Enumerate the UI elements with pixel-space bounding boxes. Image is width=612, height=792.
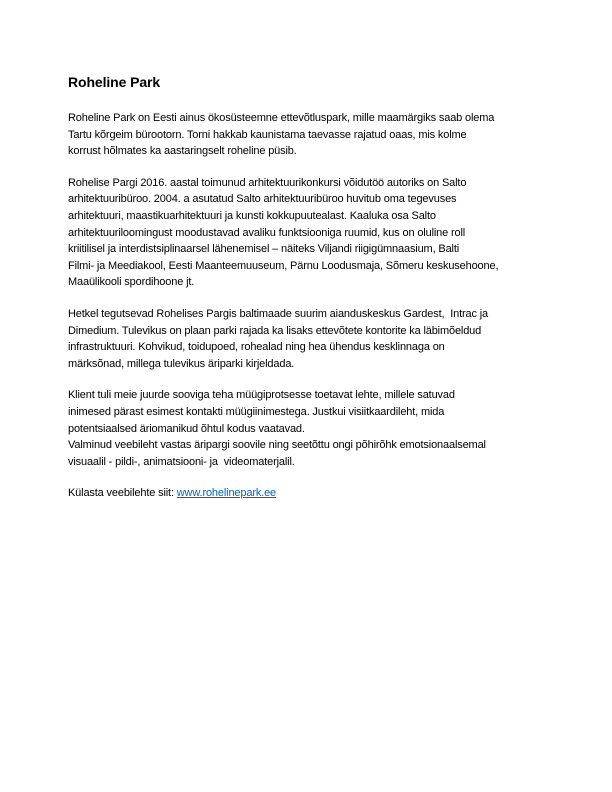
website-link-line (68, 485, 552, 502)
text-line: arhitektuuri, maastikuarhitektuuri ja kunsti kokkupuutealast. Kaaluka osa Salto (68, 209, 436, 222)
website-link[interactable]: www.rohelinepark.ee (176, 487, 277, 500)
text-line: potentsiaalsed äriomanikud õhtul kodus vaatavad. (68, 422, 305, 435)
text-line: Hetkel tegutsevad Rohelises Pargis baltimaade suurim aianduskeskus Gardest, Intrac ja (68, 307, 488, 320)
text-line: visuaalil - pildi-, animatsiooni- ja videomaterjalil. (68, 455, 295, 468)
paragraph-architecture (68, 175, 552, 291)
text-line: märksõnad, millega tulevikus äriparki kirjeldada. (68, 357, 295, 370)
text-line: kriitilisel ja interdistsiplinaarsel lähenemisel – näiteks Viljandi riigigümnaasium, Balti (68, 243, 460, 256)
text-line: arhitektuuribüroo. 2004. a asutatud Salto arhitektuuribüroo huvitub oma tegevuses (68, 193, 457, 206)
text-line: Roheline Park on Eesti ainus ökosüsteemne ettevõtluspark, mille maamärgiks saab olema (68, 112, 495, 124)
paragraph-client-website (68, 387, 552, 470)
text-line: Rohelise Pargi 2016. aastal toimunud arhitektuurikonkursi võidutöö autoriks on Salto (68, 176, 467, 189)
link-prefix: Külasta veebilehte siit: (68, 487, 177, 500)
text-line: inimesed pärast esimest kontakti müügiinimestega. Justkui visiitkaardileht, mida (68, 405, 445, 418)
text-line: Maaülikooli spordihoone jt. (68, 276, 195, 289)
text-line: Valminud veebileht vastas äripargi soovile ning seetõttu ongi põhirõhk emotsionaalsemal (68, 439, 486, 452)
paragraph-current-tenants (68, 306, 552, 372)
text-line: Dimedium. Tulevikus on plaan parki rajada ka lisaks ettevõtete kontorite ka läbimõeldud (68, 324, 482, 337)
text-line: arhitektuuriloomingust moodustavad avaliku funktsiooniga ruumid, kus on oluline roll (68, 226, 466, 239)
text-line: Tartu kõrgeim bürootorn. Torni hakkab kaunistama taevasse rajatud oaas, mis kolme (68, 128, 467, 141)
text-line: infrastruktuuri. Kohvikud, toidupoed, rohealad ning hea ühendus kesklinnaga on (68, 341, 445, 354)
paragraph-intro (68, 110, 552, 160)
document-title: Roheline Park (68, 74, 161, 90)
text-line: Klient tuli meie juurde sooviga teha müügiprotsesse toetavat lehte, millele satuvad (68, 389, 455, 402)
text-line: Filmi- ja Meediakool, Eesti Maanteemuuseum, Pärnu Loodusmaja, Sõmeru keskusehoone, (68, 259, 499, 272)
text-line: korrust hõlmates ka aastaringselt roheline püsib. (68, 145, 297, 158)
